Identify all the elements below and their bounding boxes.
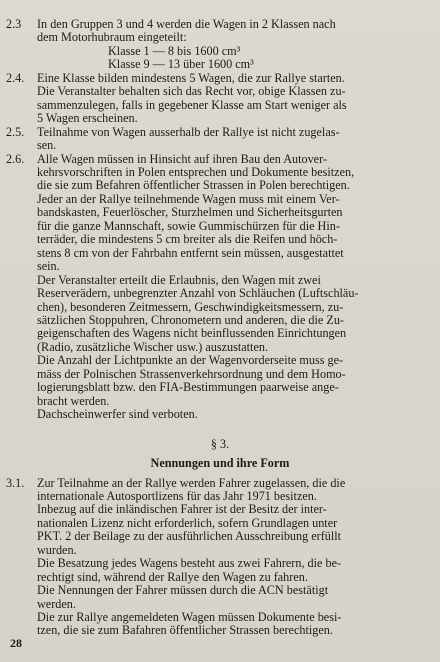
paragraph-24 bbox=[0, 72, 440, 126]
text-line: sätzlichen Stoppuhren, Chronometern und anderen, die die Zu- bbox=[37, 312, 344, 327]
document-body bbox=[0, 18, 440, 638]
text-line: logierungsblatt bzw. den FIA-Bestimmungen paarweise ange- bbox=[37, 380, 339, 395]
text-line: Dachscheinwerfer sind verboten. bbox=[37, 407, 198, 422]
text-line: tzen, die sie zum Bafahren öffentlicher Strassen berechtigen. bbox=[37, 623, 333, 638]
text-line: Reserverädern, unbegrenzter Anzahl von Schläuchen (Luftschläu- bbox=[37, 286, 359, 301]
text-line: bandskasten, Feuerlöscher, Sturzhelmen und Sicherheitsgurten bbox=[37, 205, 343, 220]
class-line: Klasse 1 — 8 bis 1600 cm³ bbox=[108, 43, 241, 58]
text-line: Die Nennungen der Fahrer müssen durch die ACN bestätigt bbox=[37, 583, 329, 598]
paragraph-number: 2.3 bbox=[6, 17, 22, 31]
text-line: sein. bbox=[37, 259, 60, 274]
text-line: Zur Teilnahme an der Rallye werden Fahrer zugelassen, die die bbox=[37, 475, 346, 490]
text-line: bracht werden. bbox=[37, 393, 110, 408]
text-line: Die Besatzung jedes Wagens besteht aus zwei Fahrern, die be- bbox=[37, 556, 342, 571]
class-line: Klasse 9 — 13 über 1600 cm³ bbox=[108, 57, 254, 72]
text-line: Alle Wagen müssen in Hinsicht auf ihren Bau den Autover- bbox=[37, 151, 327, 166]
text-line: geigenschaften des Wagens nicht beinflussenden Einrichtungen bbox=[37, 326, 347, 341]
text-line: kehrsvorschriften in Polen entsprechen und Dokumente besitzen, bbox=[37, 164, 355, 179]
text-line: (Radio, zusätzliche Wischer usw.) auszustatten. bbox=[37, 339, 268, 354]
text-line: Die Veranstalter behalten sich das Recht vor, obige Klassen zu- bbox=[37, 84, 346, 99]
text-line: nationalen Lizenz nicht erforderlich, sofern Grundlagen unter bbox=[37, 515, 338, 530]
paragraph-31 bbox=[0, 477, 440, 638]
paragraph-number: 3.1. bbox=[6, 475, 25, 490]
text-line: dem Motorhubraum eingeteilt: bbox=[37, 30, 187, 45]
text-line: stens 8 cm von der Fahrbahn entfernt sein müssen, ausgestattet bbox=[37, 245, 344, 260]
text-line: rechtigt sind, während der Rallye den Wagen zu fahren. bbox=[37, 569, 308, 584]
paragraph-number: 2.6. bbox=[6, 151, 25, 166]
paragraph-23 bbox=[0, 18, 440, 72]
text-line: werden. bbox=[37, 596, 76, 611]
text-line: die sie zum Befahren öffentlicher Strassen in Polen berechtigen. bbox=[37, 178, 350, 193]
text-line: für die ganze Mannschaft, sowie Gummischürzen für die Hin- bbox=[37, 218, 340, 233]
paragraph-26 bbox=[0, 153, 440, 422]
text-line: Die Anzahl der Lichtpunkte an der Wagenvorderseite muss ge- bbox=[37, 353, 344, 368]
text-line: terräder, die mindestens 5 cm breiter als die Reifen und höch- bbox=[37, 232, 338, 247]
text-line: PKT. 2 der Beilage zu der ausführlichen Ausschreibung erfüllt bbox=[37, 529, 342, 544]
text-line: chen), besonderen Zeitmessern, Geschwindigkeitsmessern, zu- bbox=[37, 299, 344, 314]
text-line: Jeder an der Rallye teilnehmende Wagen muss mit einem Ver- bbox=[37, 191, 340, 206]
text-line: Die zur Rallye angemeldeten Wagen müssen Dokumente besi- bbox=[37, 610, 342, 625]
text-line: internationale Autosportlizens für das Jahr 1971 besitzen. bbox=[37, 488, 317, 503]
text-line: Der Veranstalter erteilt die Erlaubnis, den Wagen mit zwei bbox=[37, 272, 321, 287]
text-line: Teilnahme von Wagen ausserhalb der Rallye ist nicht zugelas- bbox=[37, 124, 340, 139]
text-line: 5 Wagen erscheinen. bbox=[37, 111, 138, 126]
text-line: Inbezug auf die inländischen Fahrer ist der Besitz der inter- bbox=[37, 502, 327, 517]
page-number: 28 bbox=[10, 636, 22, 650]
text-line: sen. bbox=[37, 138, 57, 153]
paragraph-number: 2.5. bbox=[6, 124, 25, 139]
paragraph-25 bbox=[0, 126, 440, 153]
section-number: § 3. bbox=[210, 436, 230, 451]
section-title: Nennungen und ihre Form bbox=[150, 456, 290, 471]
paragraph-number: 2.4. bbox=[6, 70, 25, 85]
text-line: sammenzulegen, falls in gegebener Klasse am Start weniger als bbox=[37, 97, 347, 112]
text-line: Eine Klasse bilden mindestens 5 Wagen, die zur Rallye starten. bbox=[37, 70, 345, 85]
text-line: In den Gruppen 3 und 4 werden die Wagen in 2 Klassen nach bbox=[37, 17, 336, 31]
text-line: wurden. bbox=[37, 542, 77, 557]
text-line: mäss der Polnischen Strassenverkehrsordnung und dem Homo- bbox=[37, 366, 346, 381]
